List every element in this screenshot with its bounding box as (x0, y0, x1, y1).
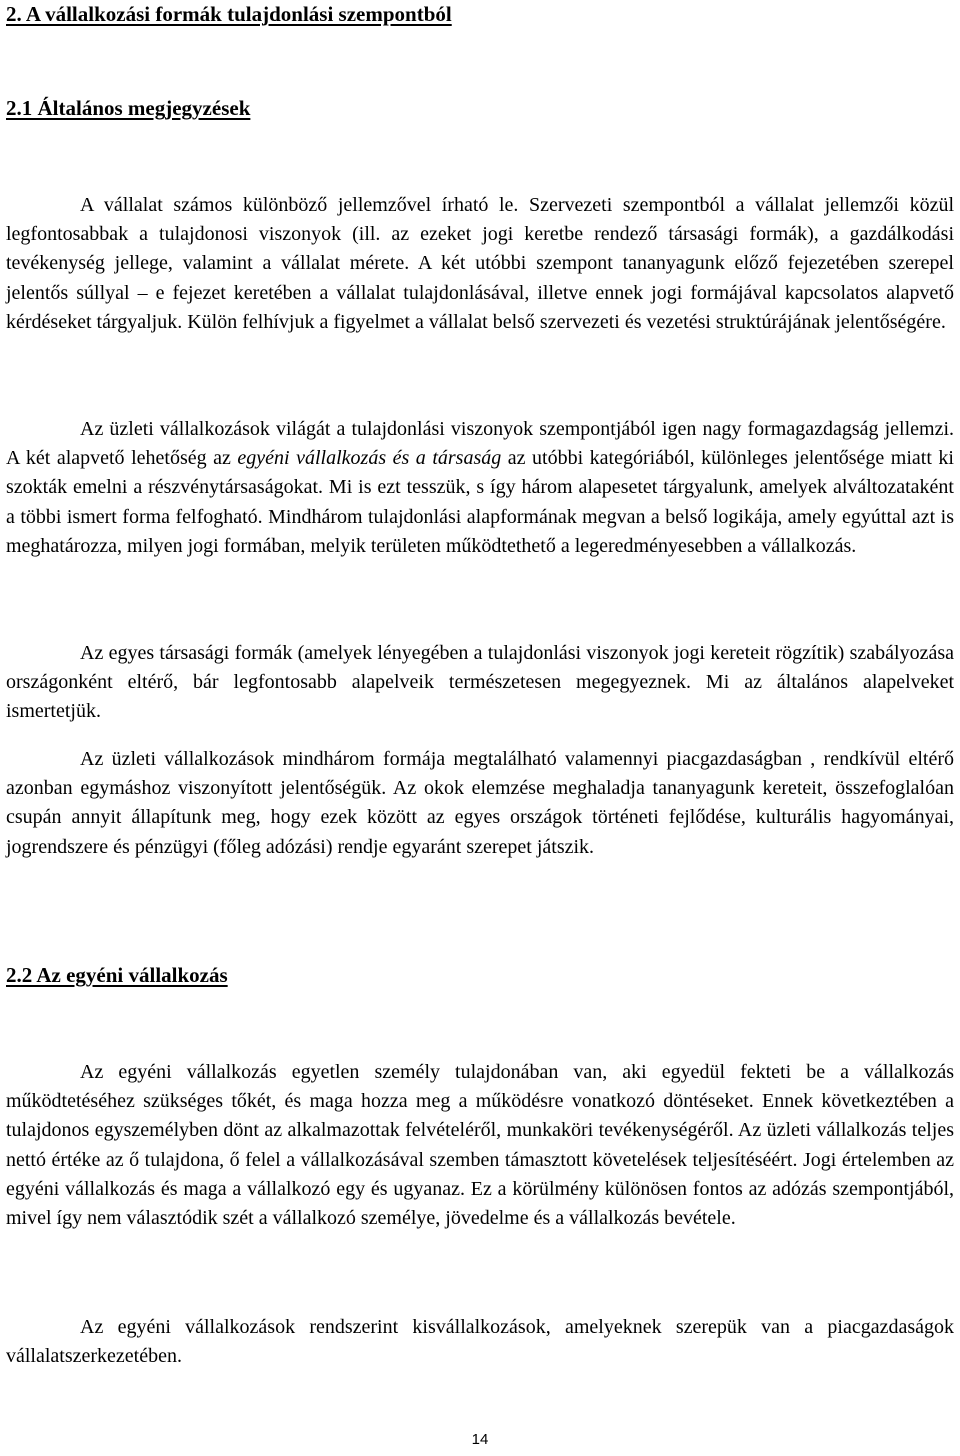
section-title: 2. A vállalkozási formák tulajdonlási szempontból (6, 2, 452, 26)
paragraph-business-forms-end: az utóbbi kategóriából, különleges jelentősége miatt ki szokták emelni a részvénytársaságokat. Mi is ezt tesszük, s így három alapesetet tárgyalunk, amelyek alváltozataként a többi ismert forma felfogható. Mindhárom tulajdonlási alapformának megvan a belső logikája, amely egyúttal azt is meghatározza, milyen jogi formában, melyik területen működtethető a legeredményesebben a vállalkozás. (6, 447, 954, 557)
subsection-title-general-remarks: 2.1 Általános megjegyzések (6, 96, 251, 120)
paragraph-business-forms-emphasis: egyéni vállalkozás és a társaság (237, 447, 502, 470)
paragraph-company-forms-regulation: Az egyes társasági formák (amelyek lényegében a tulajdonlási viszonyok jogi kereteit rögzítik) szabályozása országonként eltérő, bár legfontosabb alapelveik természetesen megegyeznek. Mi az általános alapelveket ismertetjük. (6, 642, 954, 723)
paragraph-business-forms (6, 415, 954, 561)
subsection-title-sole-proprietorship: 2.2 Az egyéni vállalkozás (6, 963, 228, 987)
paragraph-small-business: Az egyéni vállalkozások rendszerint kisvállalkozások, amelyeknek szerepük van a piacgazdaságok vállalatszerkezetében. (6, 1316, 954, 1368)
paragraph-business-forms-start: Az üzleti vállalkozások világát a tulajdonlási viszonyok szempontjából igen nagy formagazdagság jellemzi. A két alapvető lehetőség az (6, 418, 954, 470)
paragraph-sole-proprietorship-definition: Az egyéni vállalkozás egyetlen személy tulajdonában van, aki egyedül fekteti be a vállalkozás működtetéséhez szükséges tőkét, és maga hozza meg a működésre vonatkozó döntéseket. Ennek következtében a tulajdonos egyszemélyben dönt az alkalmazottak felvételéről, munkaköri tevékenységéről. Az üzleti vállalkozás teljes nettó értéke az ő tulajdona, ő felel a vállalkozásával szemben támasztott követelések teljesítéséért. Jogi értelemben az egyéni vállalkozás és maga a vállalkozó egy és ugyanaz. Ez a körülmény különösen fontos az adózás szempontjából, mivel így nem választódik szét a vállalkozó személye, jövedelme és a vállalkozás bevétele. (6, 1061, 954, 1230)
page-number: 14 (471, 1431, 489, 1448)
paragraph-company-characteristics: A vállalat számos különböző jellemzővel írható le. Szervezeti szempontból a vállalat jellemzői közül legfontosabbak a tulajdonosi viszonyok (ill. az ezeket jogi keretbe rendező társasági formák), a gazdálkodási tevékenység jellege, valamint a vállalat mérete. A két utóbbi szempont tananyagunk előző fejezetében szerepel jelentős súllyal – e fejezet keretében a vállalat tulajdonlásával, illetve ennek jogi formájával kapcsolatos alapvető kérdéseket tárgyaljuk. Külön felhívjuk a figyelmet a vállalat belső szervezeti és vezetési struktúrájának jelentőségére. (6, 194, 954, 333)
paragraph-forms-significance: Az üzleti vállalkozások mindhárom formája megtalálható valamennyi piacgazdaságban , rendkívül eltérő azonban egymáshoz viszonyított jelentőségük. Az okok elemzése meghaladja tananyagunk kereteit, összefoglalóan csupán annyit állapítunk meg, hogy ezek között az egyes országok történeti fejlődése, kulturális hagyományai, jogrendszere és pénzügyi (főleg adózási) rendje egyaránt szerepet játszik. (6, 748, 954, 858)
